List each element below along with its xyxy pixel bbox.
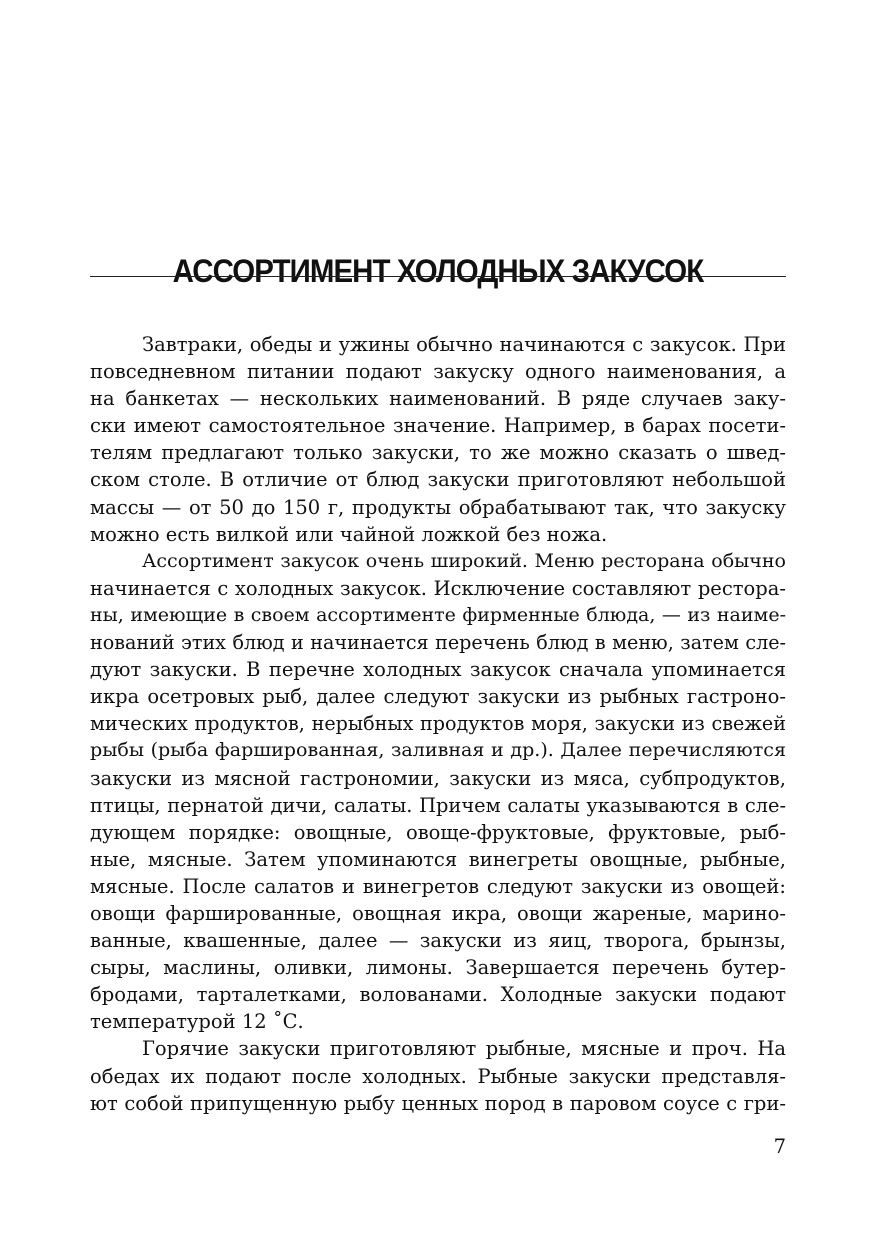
text-line: закуски из мясной гастрономии, закуски из мяса, субпродуктов, — [90, 766, 786, 790]
paragraph-3 — [90, 1035, 786, 1116]
text-line: обедах их подают после холодных. Рыбные закуски представля- — [90, 1064, 786, 1088]
page-title: АССОРТИМЕНТ ХОЛОДНЫХ ЗАКУСОК — [172, 253, 704, 290]
text-line: начинается с холодных закусок. Исключение составляют рестора- — [90, 576, 786, 600]
body-text — [90, 331, 786, 1117]
title-divider — [90, 276, 786, 277]
text-line: на банкетах — нескольких наименований. В ряде случаев заку- — [90, 387, 786, 411]
text-line: ют собой припущенную рыбу ценных пород в паровом соусе с гри- — [90, 1091, 786, 1115]
text-line: ны, имеющие в своем ассортименте фирменные блюда, — из наиме- — [90, 603, 786, 626]
text-line: ванные, квашенные, далее — закуски из яиц, творога, брынзы, — [90, 929, 786, 953]
text-line: Ассортимент закусок очень широкий. Меню ресторана обычно — [142, 549, 786, 572]
text-line: ском столе. В отличие от блюд закуски приготовляют небольшой — [90, 468, 786, 492]
page-number: 7 — [773, 1135, 786, 1158]
text-line: икра осетровых рыб, далее следуют закуски из рыбных гастроно- — [90, 685, 786, 709]
text-line: птицы, пернатой дичи, салаты. Причем салаты указываются в сле- — [90, 793, 786, 817]
text-line: мических продуктов, нерыбных продуктов моря, закуски из свежей — [90, 712, 786, 736]
text-line: ски имеют самостоятельное значение. Например, в барах посети- — [90, 414, 786, 438]
text-line: рыбы (рыба фаршированная, заливная и др.). Далее перечисляются — [90, 739, 786, 762]
text-line: температурой 12 ˚С. — [90, 1010, 304, 1034]
text-line: повседневном питании подают закуску одного наименования, а — [90, 360, 786, 384]
text-line: Завтраки, обеды и ужины обычно начинаются с закусок. При — [142, 333, 786, 356]
paragraph-1 — [90, 331, 786, 548]
text-line: ные, мясные. Затем упоминаются винегреты овощные, рыбные, — [90, 847, 786, 871]
paragraph-2 — [90, 548, 786, 1036]
text-line: дующем порядке: овощные, овоще-фруктовые, фруктовые, рыб- — [90, 820, 786, 844]
text-line: Горячие закуски приготовляют рыбные, мясные и проч. На — [142, 1037, 786, 1061]
text-line: дуют закуски. В перечне холодных закусок сначала упоминается — [90, 658, 786, 682]
text-line: мясные. После салатов и винегретов следуют закуски из овощей: — [90, 874, 786, 898]
text-line: массы — от 50 до 150 г, продукты обрабатывают так, что закуску — [90, 495, 786, 519]
text-line: бродами, тарталетками, волованами. Холодные закуски подают — [90, 983, 786, 1007]
text-line: можно есть вилкой или чайной ложкой без ножа. — [90, 522, 608, 546]
text-line: телям предлагают только закуски, то же можно сказать о швед- — [90, 441, 786, 465]
text-line: нований этих блюд и начинается перечень блюд в меню, затем сле- — [90, 631, 786, 655]
text-line: овощи фаршированные, овощная икра, овощи жареные, марино- — [90, 901, 786, 925]
text-line: сыры, маслины, оливки, лимоны. Завершается перечень бутер- — [90, 956, 786, 980]
